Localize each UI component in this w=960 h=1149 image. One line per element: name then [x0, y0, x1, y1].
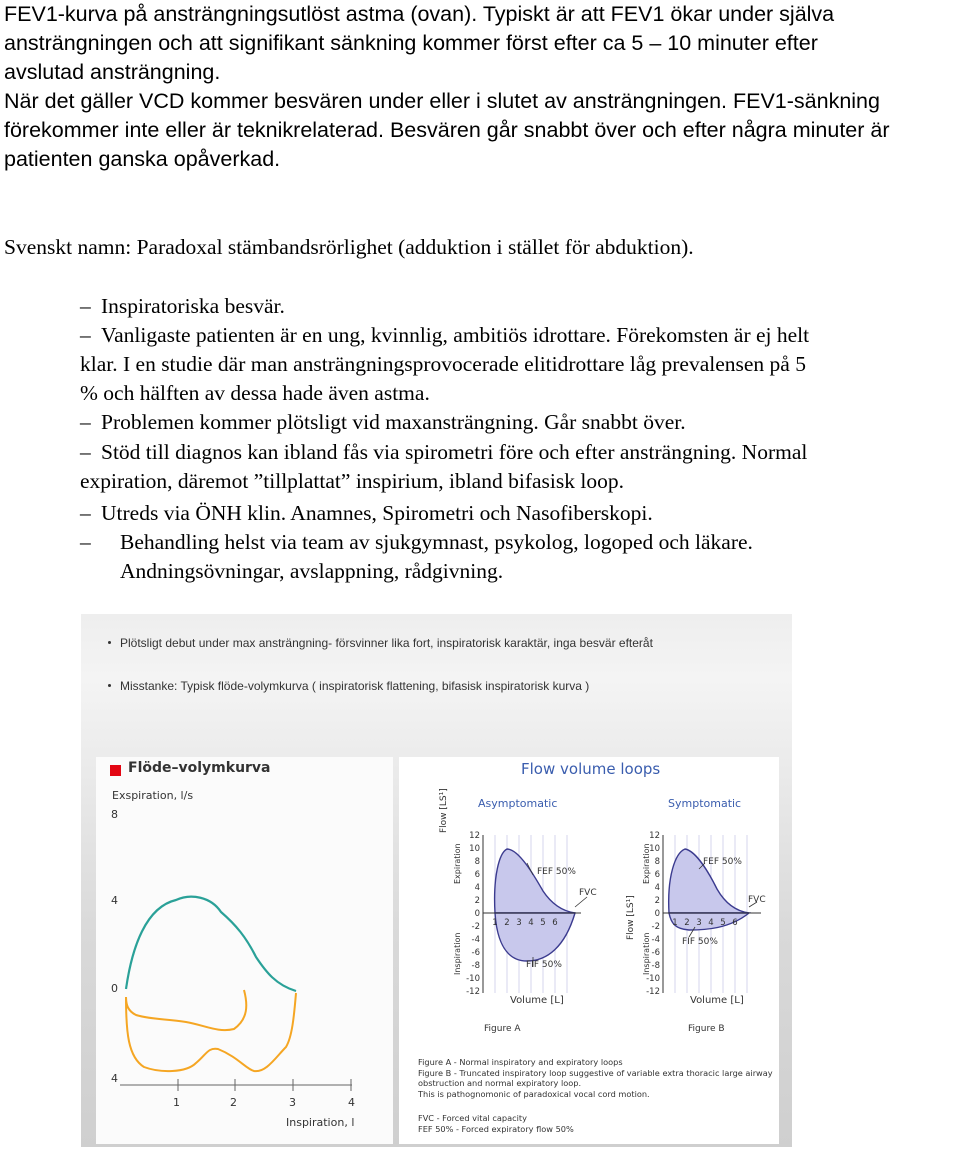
bullet-patient-line2: klar. I en studie där man ansträngningsprovocerade elitidrottare låg prevalensen på 5 [80, 352, 806, 376]
x-axis-volume-label-b: Volume [L] [690, 995, 744, 1006]
bullet-treatment-line2: Andningsövningar, avslappning, rådgivning. [120, 559, 504, 583]
y-axis-flow-label-b: Flow [LS¹] [626, 895, 636, 940]
svg-text:-8: -8 [471, 961, 480, 971]
svg-text:0: 0 [654, 909, 660, 919]
bullet-dash: – [80, 440, 91, 464]
svg-text:2: 2 [474, 896, 480, 906]
caption-line: obstruction and normal expiratory loop. [418, 1078, 582, 1088]
fef-label-a: FEF 50% [537, 867, 576, 877]
x-axis-ticks [120, 1079, 352, 1091]
bullet-dash: – [80, 410, 91, 434]
slide-bullet-2-text: Misstanke: Typisk flöde-volymkurva ( inspiratorisk flattening, bifasisk inspiratorisk kurva ) [120, 679, 590, 693]
bullet-patient-line3: % och hälften av dessa hade även astma. [80, 381, 430, 405]
svg-text:-10: -10 [646, 974, 660, 984]
fif-label-b: FIF 50% [682, 937, 718, 947]
slide-bullet-1 [120, 636, 653, 650]
flow-volume-curve [96, 757, 393, 1144]
svg-text:6: 6 [552, 918, 558, 928]
svg-text:0: 0 [474, 909, 480, 919]
svg-text:12: 12 [469, 831, 480, 841]
svg-text:4: 4 [528, 918, 534, 928]
paragraph1-line2: ansträngningen och att signifikant sänkning kommer först efter ca 5 – 10 minuter efter [4, 31, 818, 55]
fvc-label-a: FVC [579, 888, 597, 898]
caption-line: This is pathognomonic of paradoxical vocal cord motion. [418, 1088, 650, 1099]
expiration-label-b: Expiration [642, 843, 651, 884]
flow-volume-title: Flöde–volymkurva [128, 760, 271, 776]
paragraph2-line3: patienten ganska opåverkad. [4, 147, 281, 171]
bullet-dash: – [80, 530, 91, 554]
svg-text:3: 3 [696, 918, 702, 928]
paragraph1-line3: avslutad ansträngning. [4, 60, 221, 84]
y-axis-label: Exspiration, l/s [112, 789, 194, 802]
svg-text:1: 1 [672, 918, 678, 928]
swedish-name: Svenskt namn: Paradoxal stämbandsrörlighet (adduktion i stället för abduktion). [4, 235, 694, 259]
svg-text:1: 1 [492, 918, 498, 928]
caption-line: Figure B - Truncated inspiratory loop suggestive of variable extra thoracic large airway [418, 1067, 773, 1078]
inspiration-curve [126, 990, 296, 1071]
fvc-label-b: FVC [748, 895, 766, 905]
fif-label-a: FIF 50% [526, 960, 562, 970]
x-tick: 3 [289, 1096, 296, 1109]
x-tick: 1 [173, 1096, 180, 1109]
inspiration-label-b: Inspiration [642, 932, 651, 975]
bullet-treatment-line1: Behandling helst via team av sjukgymnast, psykolog, logoped och läkare. [120, 530, 753, 554]
bullet-problems: Problemen kommer plötsligt vid maxansträngning. Går snabbt över. [101, 410, 686, 434]
slide-bullet-2 [120, 679, 589, 693]
expiration-label-a: Expiration [453, 843, 462, 884]
svg-text:-4: -4 [651, 935, 660, 945]
svg-text:-12: -12 [466, 987, 480, 997]
svg-text:6: 6 [654, 870, 660, 880]
y-axis-flow-label-a: Flow [LS¹] [439, 788, 449, 833]
svg-text:10: 10 [649, 844, 660, 854]
x-axis-volume-label-a: Volume [L] [510, 995, 564, 1006]
bullet-patient-line1: Vanligaste patienten är en ung, kvinnlig, ambitiös idrottare. Förekomsten är ej helt [101, 323, 810, 347]
svg-text:2: 2 [654, 896, 660, 906]
svg-text:-10: -10 [466, 974, 480, 984]
svg-text:-2: -2 [651, 922, 660, 932]
asymptomatic-label: Asymptomatic [478, 797, 558, 810]
bullet-investigation: Utreds via ÖNH klin. Anamnes, Spirometri och Nasofiberskopi. [101, 501, 653, 525]
y-tick: 4 [111, 1072, 118, 1085]
svg-text:-12: -12 [646, 987, 660, 997]
svg-text:-6: -6 [471, 948, 480, 958]
figure-a-plot [466, 831, 581, 997]
svg-text:4: 4 [654, 883, 660, 893]
paragraph1-line1: FEV1-kurva på ansträngningsutlöst astma (ovan). Typiskt är att FEV1 ökar under själva [4, 2, 835, 26]
svg-text:10: 10 [469, 844, 480, 854]
x-tick: 2 [230, 1096, 237, 1109]
bullet-diagnosis-line2: expiration, däremot ”tillplattat” inspirium, ibland bifasisk loop. [80, 469, 624, 493]
fef-label-b: FEF 50% [703, 857, 742, 867]
x-tick: 4 [348, 1096, 355, 1109]
svg-text:-8: -8 [651, 961, 660, 971]
paragraph2-line2: förekommer inte eller är teknikrelaterad. Besvären går snabbt över och efter några minuter är [4, 118, 890, 142]
svg-text:3: 3 [516, 918, 522, 928]
loops-title: Flow volume loops [521, 760, 661, 778]
bullet-dot-icon [108, 641, 111, 644]
svg-text:4: 4 [474, 883, 480, 893]
svg-text:4: 4 [708, 918, 714, 928]
legend-line: FEF 50% - Forced expiratory flow 50% [418, 1123, 574, 1134]
bullet-inspiratory: Inspiratoriska besvär. [101, 294, 285, 318]
caption-line: Figure A - Normal inspiratory and expiratory loops [418, 1057, 623, 1067]
paragraph2-line1: När det gäller VCD kommer besvären under eller i slutet av ansträngningen. FEV1-sänkning [4, 89, 880, 113]
figure-legend [418, 1113, 574, 1134]
x-axis-label: Inspiration, l [286, 1116, 355, 1129]
svg-text:8: 8 [474, 857, 480, 867]
figure-a-expiratory-loop [495, 849, 575, 913]
bullet-diagnosis-line1: Stöd till diagnos kan ibland fås via spirometri före och efter ansträngning. Normal [101, 440, 808, 464]
expiration-curve [126, 897, 296, 991]
svg-text:6: 6 [732, 918, 738, 928]
y-tick: 0 [111, 982, 118, 995]
figure-caption [418, 1057, 773, 1099]
svg-text:-2: -2 [471, 922, 480, 932]
svg-text:8: 8 [654, 857, 660, 867]
slide-bullet-1-text: Plötsligt debut under max ansträngning- försvinner lika fort, inspiratorisk karaktär, inga besvär efteråt [120, 636, 653, 650]
svg-text:6: 6 [474, 870, 480, 880]
svg-text:2: 2 [504, 918, 510, 928]
y-tick: 4 [111, 894, 118, 907]
inspiration-label-a: Inspiration [453, 932, 462, 975]
y-tick: 8 [111, 808, 118, 821]
svg-text:-4: -4 [471, 935, 480, 945]
bullet-dash: – [80, 294, 91, 318]
svg-text:5: 5 [720, 918, 726, 928]
bullet-dash: – [80, 323, 91, 347]
svg-text:12: 12 [649, 831, 660, 841]
bullet-dot-icon [108, 684, 111, 687]
svg-text:5: 5 [540, 918, 546, 928]
svg-text:-6: -6 [651, 948, 660, 958]
symptomatic-label: Symptomatic [668, 797, 742, 810]
figure-b-label: Figure B [688, 1024, 725, 1034]
figure-b-plot [646, 831, 761, 997]
svg-text:2: 2 [684, 918, 690, 928]
figure-a-label: Figure A [484, 1024, 521, 1034]
bullet-dash: – [80, 501, 91, 525]
legend-line: FVC - Forced vital capacity [418, 1113, 527, 1123]
